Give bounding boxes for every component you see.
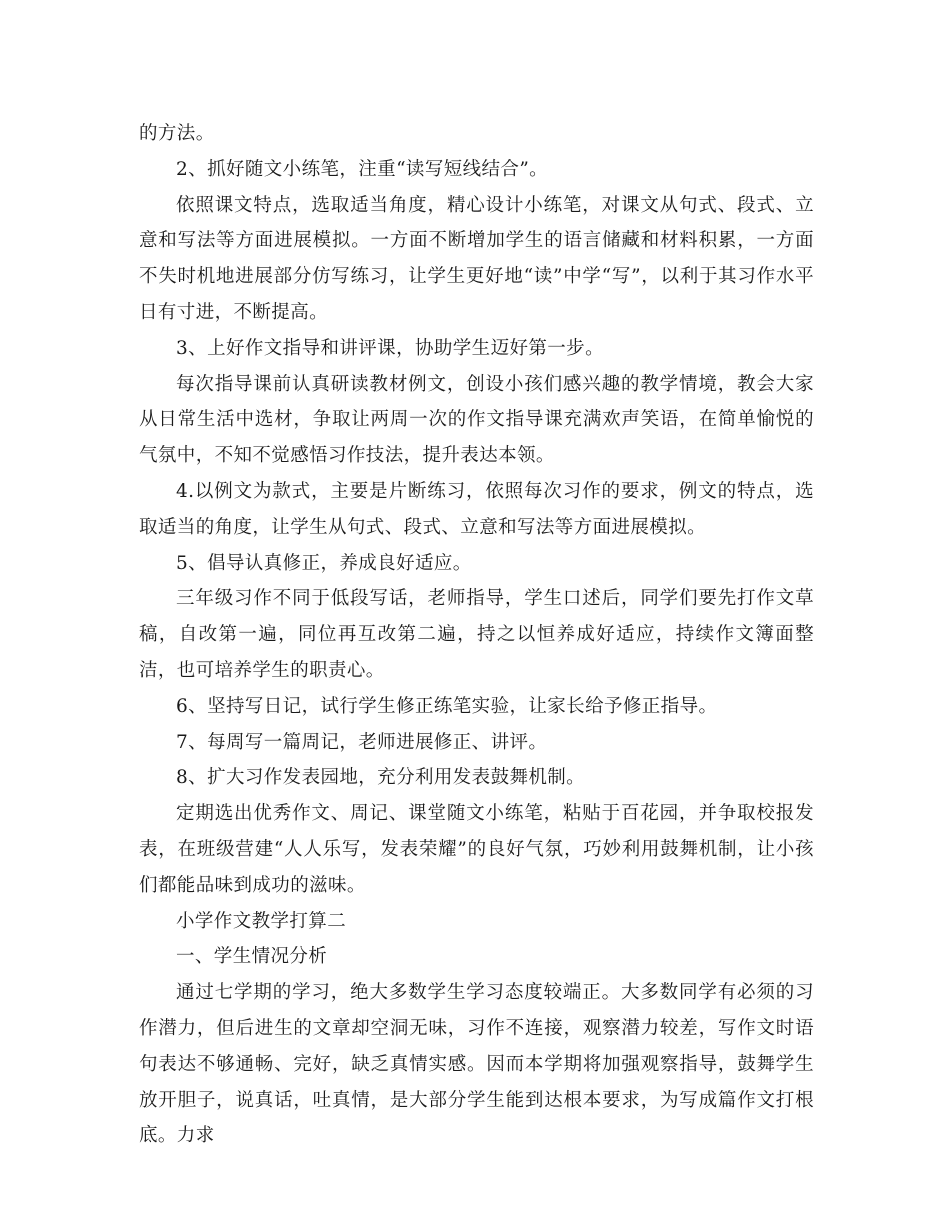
subsection-heading: 一、学生情况分析 (176, 946, 328, 968)
heading-item-7: 7、每周写一篇周记，老师进展修正、讲评。 (176, 731, 548, 753)
paragraph: 三年级习作不同于低段写话，老师指导，学生口述后，同学们要先打作文草稿，自改第一遍，同位再互改第二遍，持之以恒养成好适应，持续作文簿面整洁，也可培养学生的职责心。 (139, 588, 814, 681)
document-body (139, 116, 814, 1154)
heading-item-6: 6、坚持写日记，试行学生修正练笔实验，让家长给予修正指导。 (176, 695, 718, 717)
section-title: 小学作文教学打算二 (176, 910, 347, 932)
paragraph: 通过七学期的学习，绝大多数学生学习态度较端正。大多数同学有必须的习作潜力，但后进生的文章却空洞无味，习作不连接，观察潜力较差，写作文时语句表达不够通畅、完好，缺乏真情实感。因而本学期将加强观察指导，鼓舞学生放开胆子，说真话，吐真情，是大部分学生能到达根本要求，为写成篇作文打根底。力求 (139, 982, 814, 1147)
paragraph: 定期选出优秀作文、周记、课堂随文小练笔，粘贴于百花园，并争取校报发表，在班级营建“人人乐写，发表荣耀”的良好气氛，巧妙利用鼓舞机制，让小孩们都能品味到成功的滋味。 (139, 803, 814, 896)
paragraph: 每次指导课前认真研读教材例文，创设小孩们感兴趣的教学情境，教会大家从日常生活中选材，争取让两周一次的作文指导课充满欢声笑语，在简单愉悦的气氛中，不知不觉感悟习作技法，提升表达本领。 (139, 373, 814, 467)
paragraph: 依照课文特点，选取适当角度，精心设计小练笔，对课文从句式、段式、立意和写法等方面进展模拟。一方面不断增加学生的语言储藏和材料积累，一方面不失时机地进展部分仿写练习，让学生更好地“读”中学“写”，以利于其习作水平日有寸进，不断提高。 (139, 194, 814, 323)
heading-item-2: 2、抓好随文小练笔，注重“读写短线结合”。 (176, 158, 549, 180)
heading-item-4: 4.以例文为款式，主要是片断练习，依照每次习作的要求，例文的特点，选取适当的角度，让学生从句式、段式、立意和写法等方面进展模拟。 (139, 480, 814, 538)
heading-item-5: 5、倡导认真修正，养成良好适应。 (176, 552, 472, 574)
heading-item-8: 8、扩大习作发表园地，充分利用发表鼓舞机制。 (176, 767, 586, 789)
heading-item-3: 3、上好作文指导和讲评课，协助学生迈好第一步。 (176, 337, 604, 359)
paragraph-continuation: 的方法。 (139, 123, 215, 144)
